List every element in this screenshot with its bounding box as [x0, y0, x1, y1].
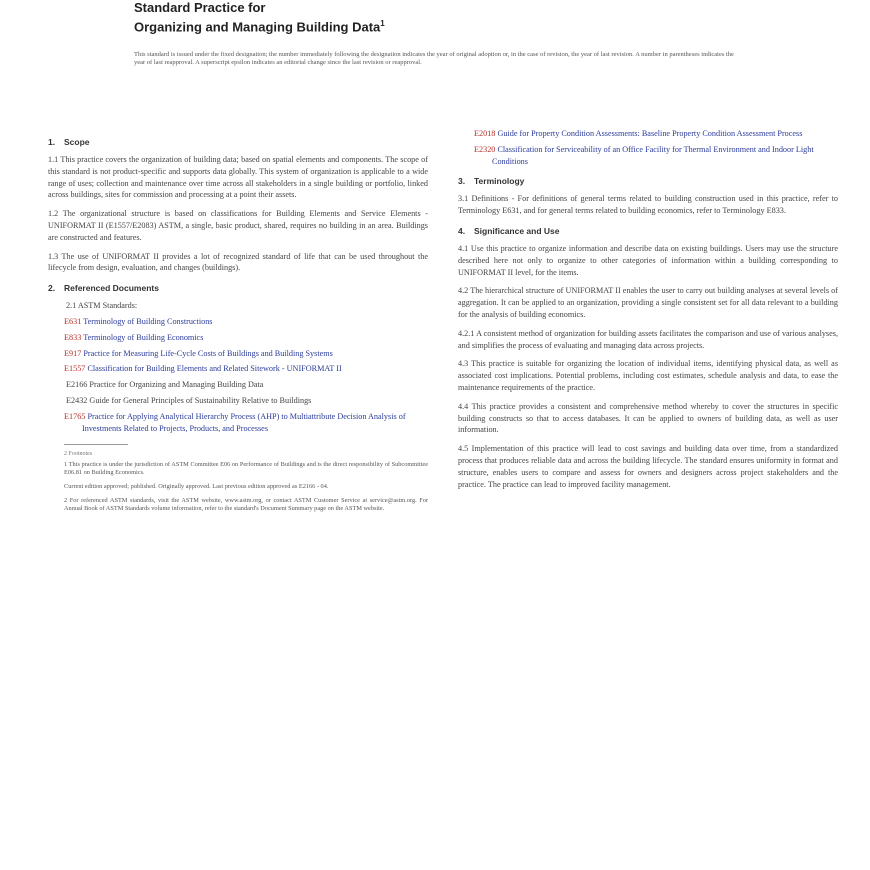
reference-item[interactable] — [458, 144, 838, 168]
paragraph-4-2-1: 4.2.1 A consistent method of organization for building assets facilitates the comparison and use of various analyses, and simplifies the process of evaluating and managing data across projects. — [458, 328, 838, 350]
reference-code-link[interactable]: E833 — [64, 332, 82, 342]
reference-item[interactable] — [48, 348, 428, 360]
reference-title-link[interactable]: Practice for Measuring Life-Cycle Costs of Buildings and Building Systems — [83, 348, 333, 358]
footnote-label: 2 Footnotes — [64, 451, 93, 458]
document-title-text: Organizing and Managing Building Data — [134, 19, 381, 35]
document-title-line-2 — [134, 16, 754, 35]
reference-title-link[interactable]: Terminology of Building Constructions — [83, 316, 213, 326]
paragraph-4-5: 4.5 Implementation of this practice will lead to cost savings and building data over time, from a standardized process that produces reliable data and across the building lifecycle. The standard ensures uniformity in format and structure, enables users to compare and assess for owners and designers across project stakeholders and the practice. The practice can lead to improved facility management. — [458, 444, 838, 489]
section-number: 4. — [458, 225, 466, 236]
reference-code-link[interactable]: E1765 — [64, 411, 86, 421]
paragraph-4-1: 4.1 Use this practice to organize information and describe data on existing buildings. Users may use the structure described here not only to organize to other categories of information within a building corresponding to UNIFORMAT II level, for the items. — [458, 243, 838, 277]
paragraph-1-2: 1.2 The organizational structure is based on classifications for Building Elements and Service Elements - UNIFORMAT II (E1557/E2083) ASTM, a single, basic product, shared, requires no building in an area. Buildings are constructed and features. — [48, 209, 428, 242]
reference-title-link[interactable]: Terminology of Building Economics — [83, 332, 204, 342]
title-footnote-mark: 1 — [380, 19, 385, 28]
paragraph-4-2: 4.2 The hierarchical structure of UNIFORMAT II enables the user to carry out building analyses at several levels of aggregation. It can be applied to an organization, providing a single consistent set for all data relevant to a building for the analysis of building economics. — [458, 286, 838, 319]
astm-standards-intro: 2.1 ASTM Standards: — [66, 301, 138, 311]
section-title: Significance and Use — [474, 225, 560, 236]
section-heading-terminology — [458, 175, 838, 187]
footnote-edition: Current edition approved; published. Originally approved. Last previous edition approved as E2166 - 04. — [64, 483, 329, 491]
paragraph-3-1: 3.1 Definitions - For definitions of general terms related to building construction used in this practice, refer to Terminology E631, and for general terms related to building economics, refer to Terminology E833. — [458, 194, 838, 216]
reference-code-link[interactable]: E1557 — [64, 364, 86, 374]
section-title: Terminology — [474, 176, 525, 187]
section-heading-referenced-documents — [48, 282, 428, 294]
section-number: 2. — [48, 283, 56, 294]
reference-title-link[interactable]: Classification for Building Elements and Related Sitework - UNIFORMAT II — [87, 364, 342, 374]
reference-code-link[interactable]: E2018 — [474, 129, 496, 138]
paragraph-1-1: 1.1 This practice covers the organization of building data; based on spatial elements and components. The scope of this standard is not product-specific and supports data globally. This system of organization is applicable to a wide range of uses; collection and maintenance over time across all stakeholders in a single building or portfolio, linked across buildings, sites for commission and processing at a point their assets. — [48, 155, 428, 200]
section-number: 1. — [48, 137, 56, 147]
reference-item[interactable] — [48, 332, 428, 344]
reference-item-plain: E2432 Guide for General Principles of Sustainability Relative to Buildings — [66, 395, 312, 405]
section-number: 3. — [458, 176, 466, 187]
issuance-note: This standard is issued under the fixed designation; the number immediately following the designation indicates the year of original adoption or, in the case of revision, the year of last revision. A number in parentheses indicates the year of last reapproval. A superscript epsilon indicates an editorial change since the last revision or reapproval. — [134, 51, 734, 67]
footnote-1: 1 This practice is under the jurisdiction of ASTM Committee E06 on Performance of Buildings and is the direct responsibility of Subcommittee E06.81 on Building Economics. — [64, 461, 428, 477]
section-title: Scope — [64, 137, 90, 147]
paragraph-4-4: 4.4 This practice provides a consistent and comprehensive method whereby to cover the structures in specific building constructs so that to access databases. It can be applied to owners of building data, as well as user information. — [458, 401, 838, 435]
reference-item[interactable] — [458, 128, 838, 140]
reference-code-link[interactable]: E917 — [64, 348, 82, 358]
title-block — [134, 0, 754, 67]
paragraph-4-3: 4.3 This practice is suitable for organizing the location of individual items, identifying physical data, as well as associated cost implications. Potential problems, including cost estimates, schedule analysis and data, to ease the maintenance requirements of the practice. — [458, 359, 838, 392]
left-column — [48, 128, 428, 519]
reference-title-link[interactable]: Classification for Serviceability of an Office Facility for Thermal Environment and Indoor Light Conditions — [492, 144, 814, 166]
section-heading-significance — [458, 225, 838, 237]
reference-item[interactable] — [48, 411, 428, 435]
reference-code-link[interactable]: E2320 — [474, 144, 496, 154]
reference-item[interactable] — [48, 316, 428, 328]
reference-code-link[interactable]: E631 — [64, 316, 82, 326]
right-column — [458, 128, 838, 497]
document-title-line-1: Standard Practice for — [134, 0, 266, 15]
section-title: Referenced Documents — [64, 283, 159, 294]
footnote-divider — [64, 444, 128, 445]
paragraph-1-3: 1.3 The use of UNIFORMAT II provides a lot of recognized standard of life that can be used throughout the lifecycle from design, evaluation, and changes (buildings). — [48, 251, 428, 273]
section-heading-scope — [48, 136, 428, 148]
reference-item[interactable] — [48, 363, 428, 375]
reference-title-link[interactable]: Practice for Applying Analytical Hierarchy Process (AHP) to Multiattribute Decision Analysis of Investments Related to Projects, Products, and Processes — [82, 411, 406, 433]
reference-title-link[interactable]: Guide for Property Condition Assessments: Baseline Property Condition Assessment Process — [497, 129, 803, 138]
footnote-2: 2 For referenced ASTM standards, visit the ASTM website, www.astm.org, or contact ASTM Customer Service at service@astm.org. For Annual Book of ASTM Standards volume information, refer to the standard's Document Summary page on the ASTM website. — [64, 497, 428, 513]
reference-item-plain: E2166 Practice for Organizing and Managing Building Data — [66, 380, 264, 390]
